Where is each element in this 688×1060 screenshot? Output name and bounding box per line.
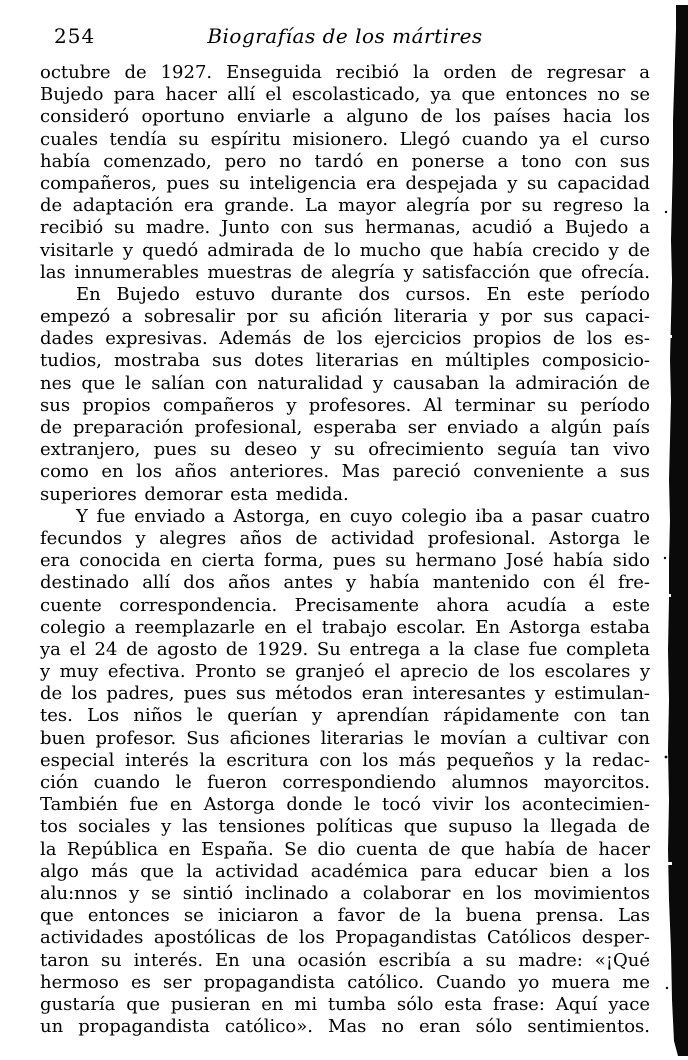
text-line: sus propios compañeros y profesores. Al terminar su período: [40, 394, 650, 416]
text-line: alu:nnos y se sintió inclinado a colaborar en los movimientos: [40, 882, 650, 904]
text-line: empezó a sobresalir por su afición literaria y por sus capaci-: [40, 306, 650, 328]
text-line: cuente correspondencia. Precisamente ahora acudía a este: [40, 594, 650, 616]
page-body: [40, 62, 650, 1038]
text-line: octubre de 1927. Enseguida recibió la orden de regresar a: [40, 62, 650, 83]
text-line: consideró oportuno enviarle a alguno de los países hacia los: [40, 106, 650, 128]
text-line: extranjero, pues su deseo y su ofrecimiento seguía tan vivo: [40, 439, 650, 461]
text-line: que entonces se iniciaron a favor de la buena prensa. Las: [40, 905, 650, 927]
text-line: especial interés la escritura con los más pequeños y la redac-: [40, 749, 650, 771]
text-line: de preparación profesional, esperaba ser enviado a algún país: [40, 417, 650, 438]
text-line: También fue en Astorga donde le tocó vivir los acontecimien-: [40, 794, 650, 816]
text-line: era conocida en cierta forma, pues su hermano José había sido: [40, 550, 650, 572]
text-line: las innumerables muestras de alegría y satisfacción que ofrecía.: [40, 261, 650, 283]
text-line: taron su interés. En una ocasión escribía a su madre: «¡Qué: [40, 949, 650, 971]
text-line: tos sociales y las tensiones políticas que supuso la llegada de: [40, 816, 650, 838]
text-line: dades expresivas. Además de los ejercicios propios de los es-: [40, 328, 650, 350]
text-line: ción cuando le fueron correspondiendo alumnos mayorcitos.: [40, 772, 650, 793]
text-line: como en los años anteriores. Mas pareció conveniente a sus: [40, 461, 650, 483]
text-line: ya el 24 de agosto de 1929. Su entrega a la clase fue completa: [40, 638, 650, 660]
text-line: y muy efectiva. Pronto se granjeó el aprecio de los escolares y: [40, 661, 650, 683]
text-line: recibió su madre. Junto con sus hermanas, acudió a Bujedo a: [40, 217, 650, 239]
text-line: fecundos y alegres años de actividad profesional. Astorga le: [40, 527, 650, 549]
text-line: de adaptación era grande. La mayor alegría por su regreso la: [40, 195, 650, 217]
page-header: [40, 23, 650, 49]
text-line: Y fue enviado a Astorga, en cuyo colegio iba a pasar cuatro: [76, 505, 650, 527]
text-line: colegio a reemplazarle en el trabajo escolar. En Astorga estaba: [40, 616, 650, 638]
text-line: nes que le salían con naturalidad y causaban la admiración de: [40, 372, 650, 394]
text-line: tudios, mostraba sus dotes literarias en múltiples composicio-: [40, 350, 650, 372]
text-line: cuales tendía su espíritu misionero. Llegó cuando ya el curso: [40, 128, 650, 150]
text-line: superiores demorar esta medida.: [40, 483, 349, 505]
text-line: buen profesor. Sus aficiones literarias le movían a cultivar con: [40, 727, 650, 749]
text-line: algo más que la actividad académica para educar bien a los: [40, 860, 650, 882]
text-line: gustaría que pusieran en mi tumba sólo esta frase: Aquí yace: [40, 993, 650, 1015]
text-line: hermoso es ser propagandista católico. Cuando yo muera me: [40, 971, 650, 993]
text-line: había comenzado, pero no tardó en ponerse a tono con sus: [40, 150, 650, 172]
text-line: compañeros, pues su inteligencia era despejada y su capacidad: [40, 172, 650, 194]
running-title: Biografías de los mártires: [207, 24, 483, 48]
text-line: Bujedo para hacer allí el escolasticado, ya que entonces no se: [40, 84, 650, 106]
text-line: actividades apostólicas de los Propagandistas Católicos desper-: [40, 927, 650, 949]
text-line: la República en España. Se dio cuenta de que había de hacer: [40, 838, 650, 860]
page-number: 254: [54, 24, 96, 48]
text-line: visitarle y quedó admirada de lo mucho que había crecido y de: [40, 239, 650, 261]
text-line: destinado allí dos años antes y había mantenido con él fre-: [40, 572, 650, 594]
text-line: de los padres, pues sus métodos eran interesantes y estimulan-: [40, 683, 650, 705]
text-line: un propagandista católico». Mas no eran sólo sentimientos.: [40, 1016, 650, 1038]
text-line: En Bujedo estuvo durante dos cursos. En este período: [76, 283, 650, 305]
text-line: tes. Los niños le querían y aprendían rápidamente con tan: [40, 705, 650, 727]
